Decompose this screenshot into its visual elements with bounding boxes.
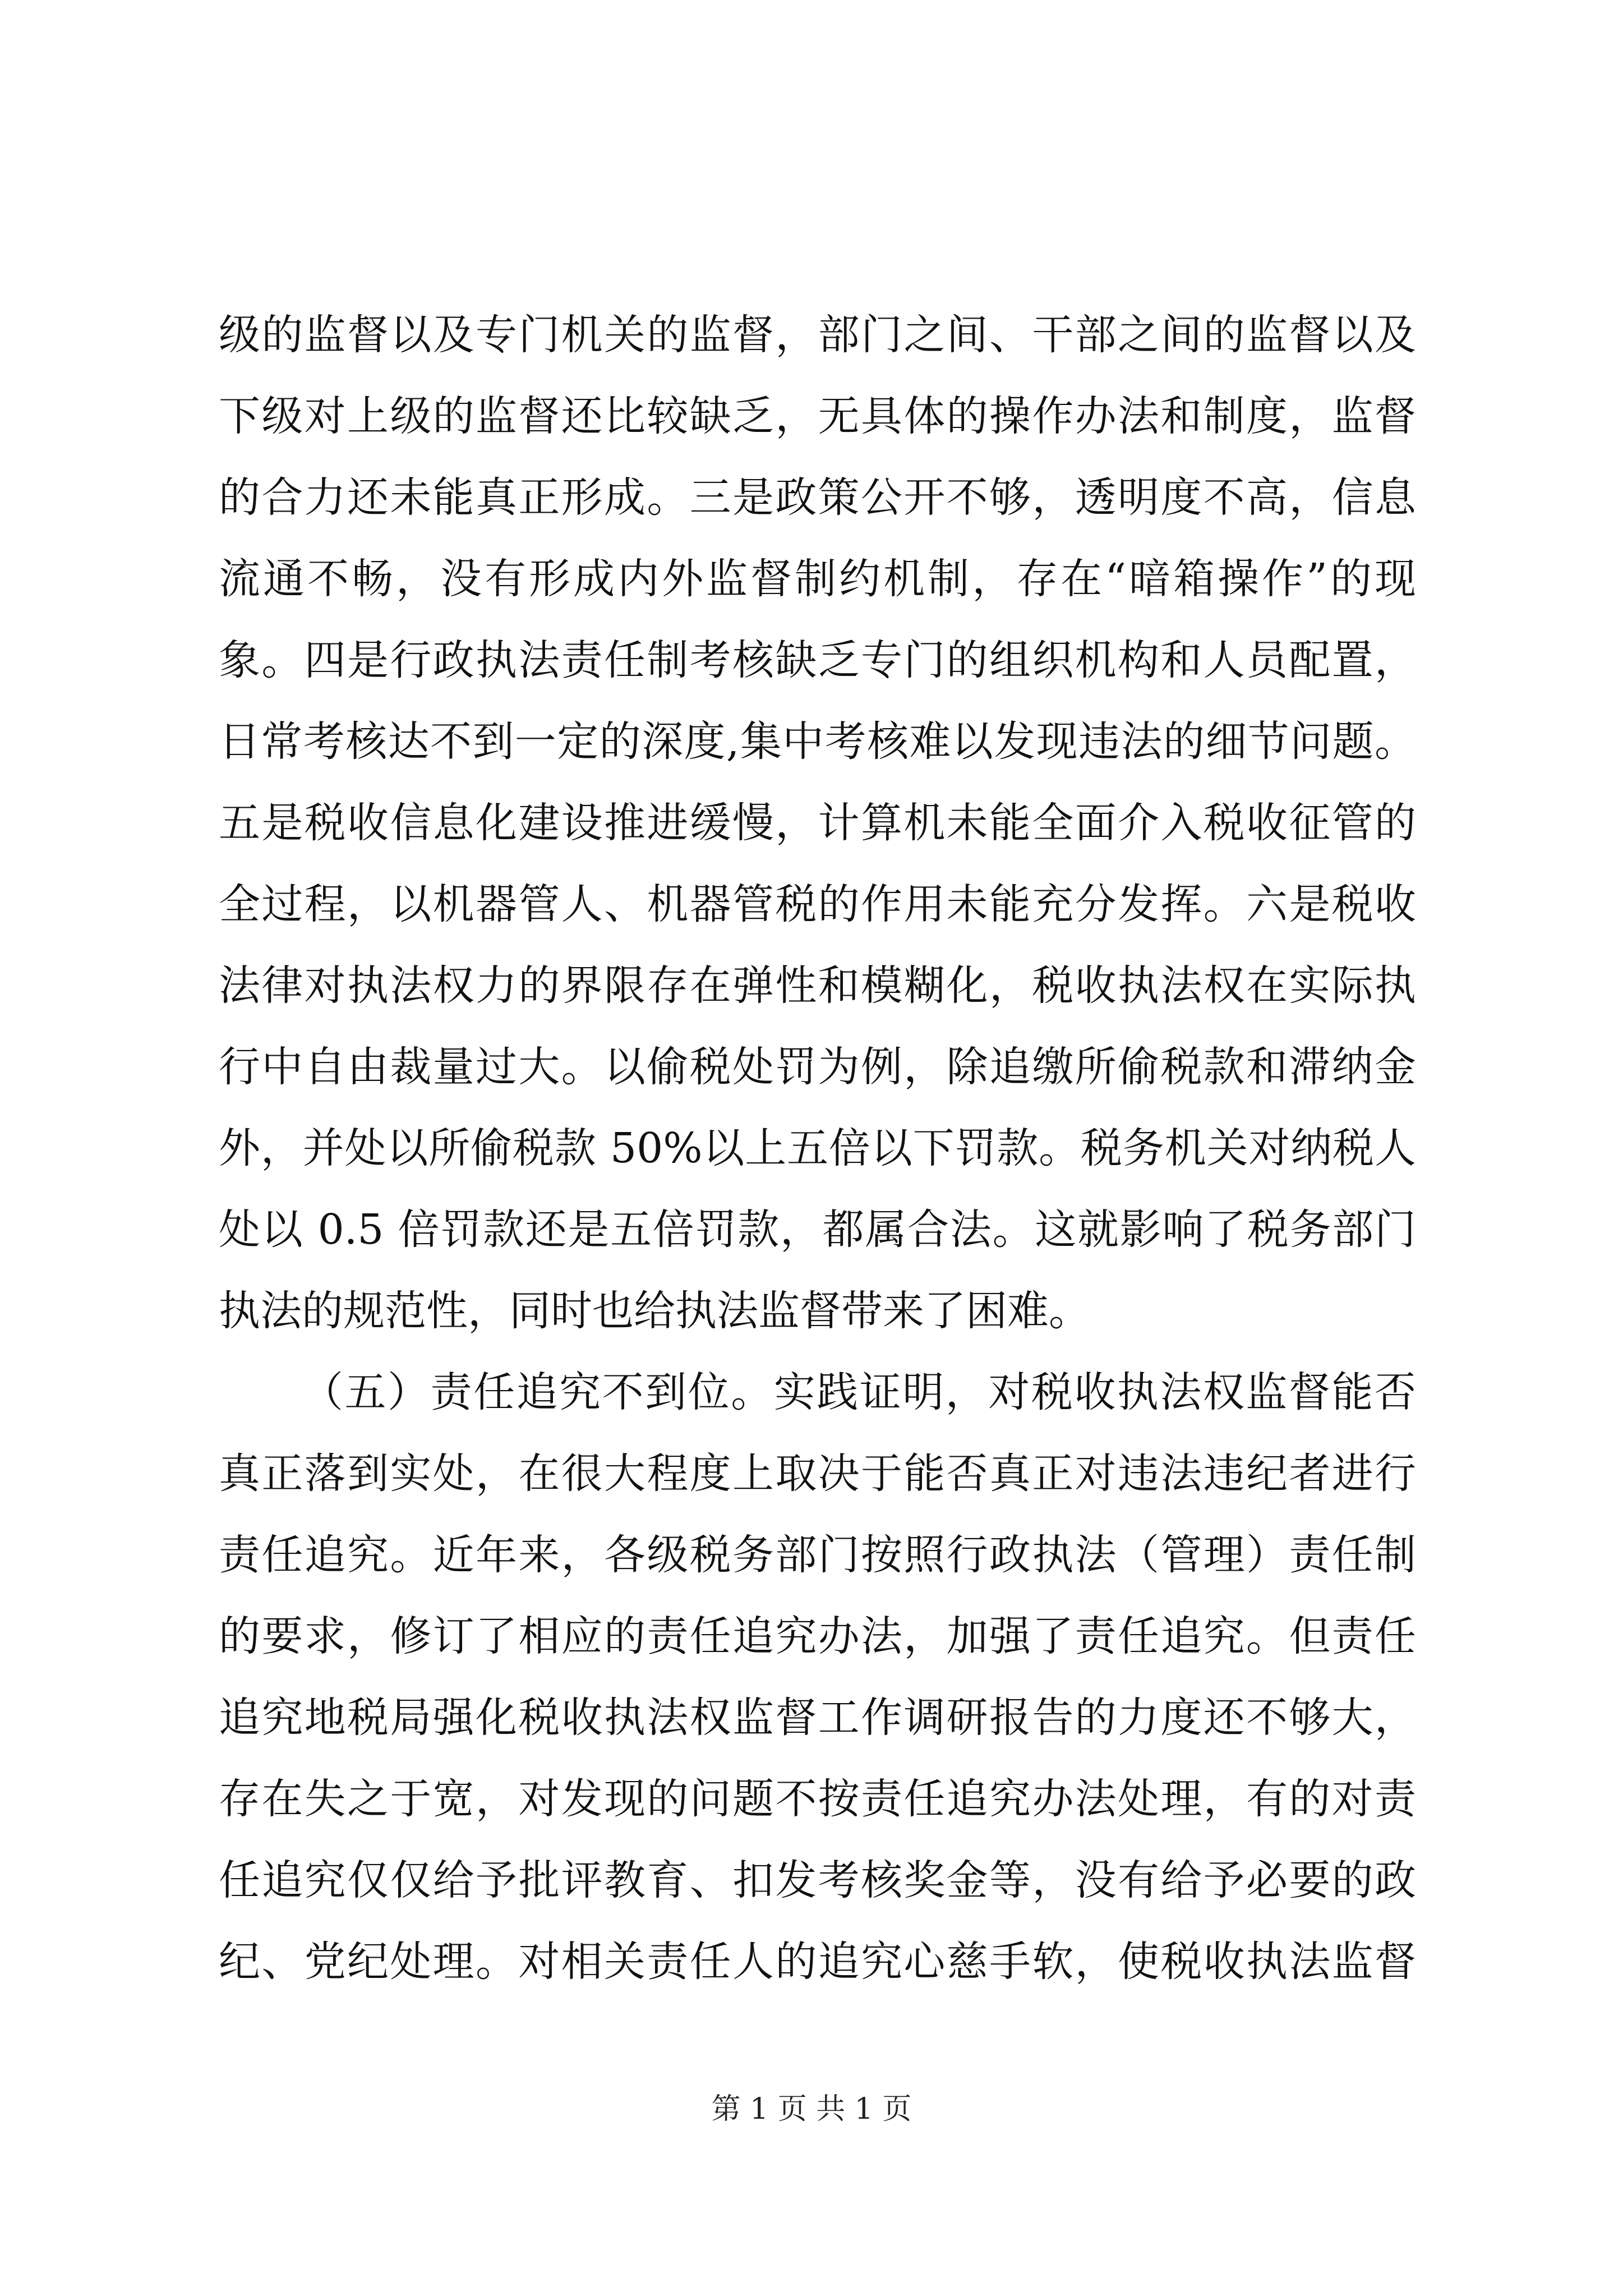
page-number-label: 第 1 页 共 1 页 xyxy=(711,2092,912,2126)
text-line: 日常考核达不到一定的深度,集中考核难以发现违法的细节问题。 xyxy=(219,717,1416,766)
text-line: 级的监督以及专门机关的监督，部门之间、干部之间的监督以及 xyxy=(219,311,1416,359)
text-line: 流通不畅，没有形成内外监督制约机制，存在“暗箱操作”的现 xyxy=(219,555,1416,603)
text-line: （五）责任追究不到位。实践证明，对税收执法权监督能否 xyxy=(302,1368,1416,1416)
text-line: 的合力还未能真正形成。三是政策公开不够，透明度不高，信息 xyxy=(219,473,1416,522)
page-footer xyxy=(0,2090,1623,2129)
text-line: 真正落到实处，在很大程度上取决于能否真正对违法违纪者进行 xyxy=(219,1450,1416,1498)
text-line: 下级对上级的监督还比较缺乏，无具体的操作办法和制度，监督 xyxy=(219,392,1416,440)
text-line: 行中自由裁量过大。以偷税处罚为例，除追缴所偷税款和滞纳金 xyxy=(219,1043,1416,1091)
text-line: 任追究仅仅给予批评教育、扣发考核奖金等，没有给予必要的政 xyxy=(219,1856,1416,1904)
text-line: 外，并处以所偷税款 50%以上五倍以下罚款。税务机关对纳税人 xyxy=(219,1124,1416,1172)
document-body xyxy=(219,295,1416,2003)
text-line: 责任追究。近年来，各级税务部门按照行政执法（管理）责任制 xyxy=(219,1531,1416,1579)
text-line: 法律对执法权力的界限存在弹性和模糊化，税收执法权在实际执 xyxy=(219,961,1416,1010)
text-line: 的要求，修订了相应的责任追究办法，加强了责任追究。但责任 xyxy=(219,1612,1416,1660)
text-line: 执法的规范性，同时也给执法监督带来了困难。 xyxy=(219,1287,1090,1335)
text-line: 全过程，以机器管人、机器管税的作用未能充分发挥。六是税收 xyxy=(219,880,1416,928)
text-line: 纪、党纪处理。对相关责任人的追究心慈手软，使税收执法监督 xyxy=(219,1938,1416,1986)
text-line: 五是税收信息化建设推进缓慢，计算机未能全面介入税收征管的 xyxy=(219,799,1416,847)
text-line: 追究地税局强化税收执法权监督工作调研报告的力度还不够大， xyxy=(219,1694,1416,1742)
text-line: 象。四是行政执法责任制考核缺乏专门的组织机构和人员配置， xyxy=(219,636,1416,684)
text-line: 处以 0.5 倍罚款还是五倍罚款，都属合法。这就影响了税务部门 xyxy=(219,1205,1416,1254)
text-line: 存在失之于宽，对发现的问题不按责任追究办法处理，有的对责 xyxy=(219,1775,1416,1823)
